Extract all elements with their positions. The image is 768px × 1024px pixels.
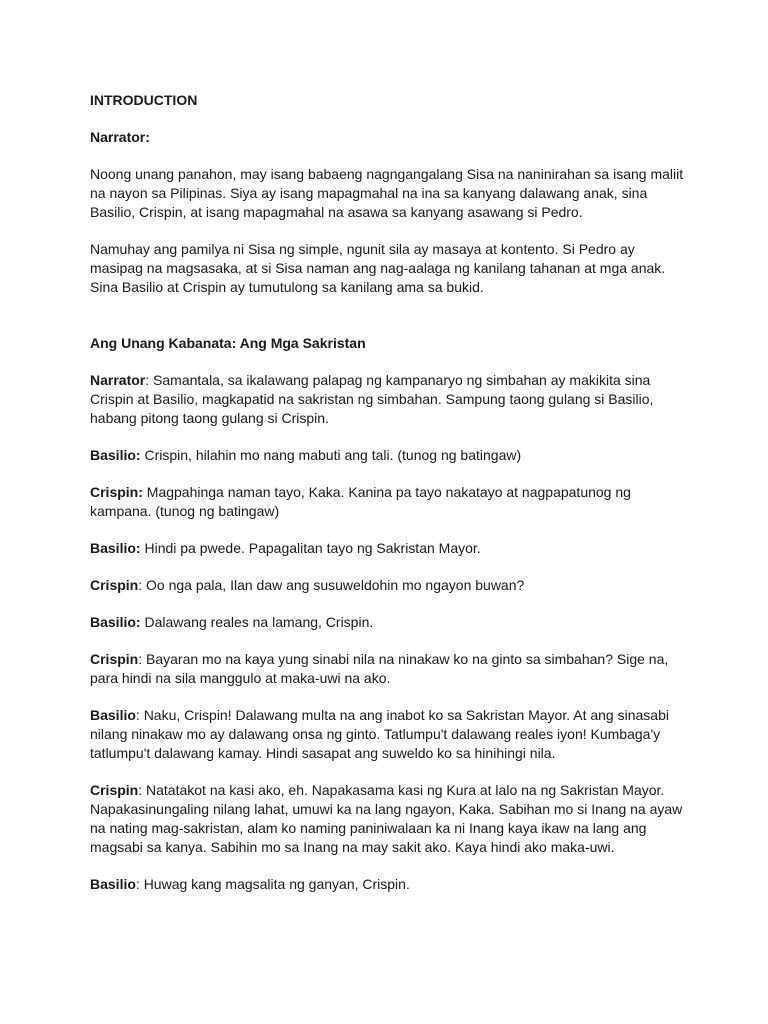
dialogue-text: Magpahinga naman tayo, Kaka. Kanina pa tayo nakatayo at nagpapatunog ng kampana. (tunog ng batingaw) bbox=[90, 484, 631, 519]
dialogue-text: Samantala, sa ikalawang palapag ng kampanaryo ng simbahan ay makikita sina Crispin at Basilio, magkapatid na sakristan ng simbahan. Sampung taong gulang si Basilio, habang pitong taong gulang si Crispin. bbox=[90, 372, 654, 426]
dialogue-text: Hindi pa pwede. Papagalitan tayo ng Sakristan Mayor. bbox=[144, 540, 481, 556]
speaker-separator: : bbox=[138, 782, 147, 798]
dialogue-line bbox=[90, 875, 690, 894]
dialogue-line bbox=[90, 483, 690, 521]
speaker-name: Narrator bbox=[90, 372, 146, 388]
dialogue-line bbox=[90, 650, 690, 688]
speaker-separator: : bbox=[135, 876, 144, 892]
dialogue-line bbox=[90, 613, 690, 632]
intro-heading: INTRODUCTION bbox=[90, 92, 198, 108]
dialogue-text: Natatakot na kasi ako, eh. Napakasama kasi ng Kura at lalo na ng Sakristan Mayor. Napakasinungaling nilang lahat, umuwi ka na lang ngayon, Kaka. Sabihan mo si Inang na ayaw na nating mag-sakristan, alam ko naming paniniwalaan ka ni Inang kaya ikaw na lang ang magsabi sa kanya. Sabihin mo sa Inang na may sakit ako. Kaya hindi ako maka-uwi. bbox=[90, 782, 683, 855]
speaker-name: Crispin bbox=[90, 651, 139, 667]
speaker-separator: : bbox=[138, 577, 147, 593]
chapter-heading: Ang Unang Kabanata: Ang Mga Sakristan bbox=[90, 335, 366, 351]
speaker-name: Crispin: bbox=[90, 484, 143, 500]
speaker-name: Basilio: bbox=[90, 614, 141, 630]
dialogue-text: Crispin, hilahin mo nang mabuti ang tali. (tunog ng batingaw) bbox=[144, 447, 522, 463]
intro-paragraph-2: Namuhay ang pamilya ni Sisa ng simple, ngunit sila ay masaya at kontento. Si Pedro ay masipag na magsasaka, at si Sisa naman ang nag-aalaga ng kanilang tahanan at mga anak. Sina Basilio at Crispin ay tumutulong sa kanilang ama sa bukid. bbox=[90, 241, 666, 295]
dialogue-text: Huwag kang magsalita ng ganyan, Crispin. bbox=[143, 876, 410, 892]
intro-paragraph-1: Noong unang panahon, may isang babaeng nagngangalang Sisa na naninirahan sa isang maliit na nayon sa Pilipinas. Siya ay isang mapagmahal na ina sa kanyang dalawang anak, sina Basilio, Crispin, at isang mapagmahal na asawa sa kanyang asawang si Pedro. bbox=[90, 166, 684, 220]
dialogue-line bbox=[90, 781, 690, 857]
dialogue-text: Dalawang reales na lamang, Crispin. bbox=[144, 614, 374, 630]
speaker-name: Crispin bbox=[90, 577, 139, 593]
speaker-separator: : bbox=[145, 372, 154, 388]
document-page bbox=[90, 91, 690, 894]
dialogue-text: Naku, Crispin! Dalawang multa na ang inabot ko sa Sakristan Mayor. At ang sinasabi nilang ninakaw mo ay dalawang onsa ng ginto. Tatlumpu't dalawang reales iyon! Kumbaga'y tatlumpu't dalawang kamay. Hindi sasapat ang suweldo ko sa hinihingi nila. bbox=[90, 707, 669, 761]
dialogue-line bbox=[90, 706, 690, 763]
speaker-name: Basilio bbox=[90, 707, 136, 723]
speaker-name: Basilio: bbox=[90, 447, 141, 463]
dialogue-text: Bayaran mo na kaya yung sinabi nila na ninakaw ko na ginto sa simbahan? Sige na, para hindi na sila manggulo at maka-uwi na ako. bbox=[90, 651, 669, 686]
narrator-label: Narrator: bbox=[90, 129, 150, 145]
dialogue-text: Oo nga pala, Ilan daw ang susuweldohin mo ngayon buwan? bbox=[146, 577, 525, 593]
dialogue-line bbox=[90, 446, 690, 465]
speaker-separator: : bbox=[138, 651, 147, 667]
speaker-name: Basilio bbox=[90, 876, 136, 892]
dialogue-line bbox=[90, 576, 690, 595]
speaker-name: Basilio: bbox=[90, 540, 141, 556]
dialogue-line bbox=[90, 539, 690, 558]
speaker-separator: : bbox=[135, 707, 144, 723]
dialogue-line bbox=[90, 371, 690, 428]
speaker-name: Crispin bbox=[90, 782, 139, 798]
